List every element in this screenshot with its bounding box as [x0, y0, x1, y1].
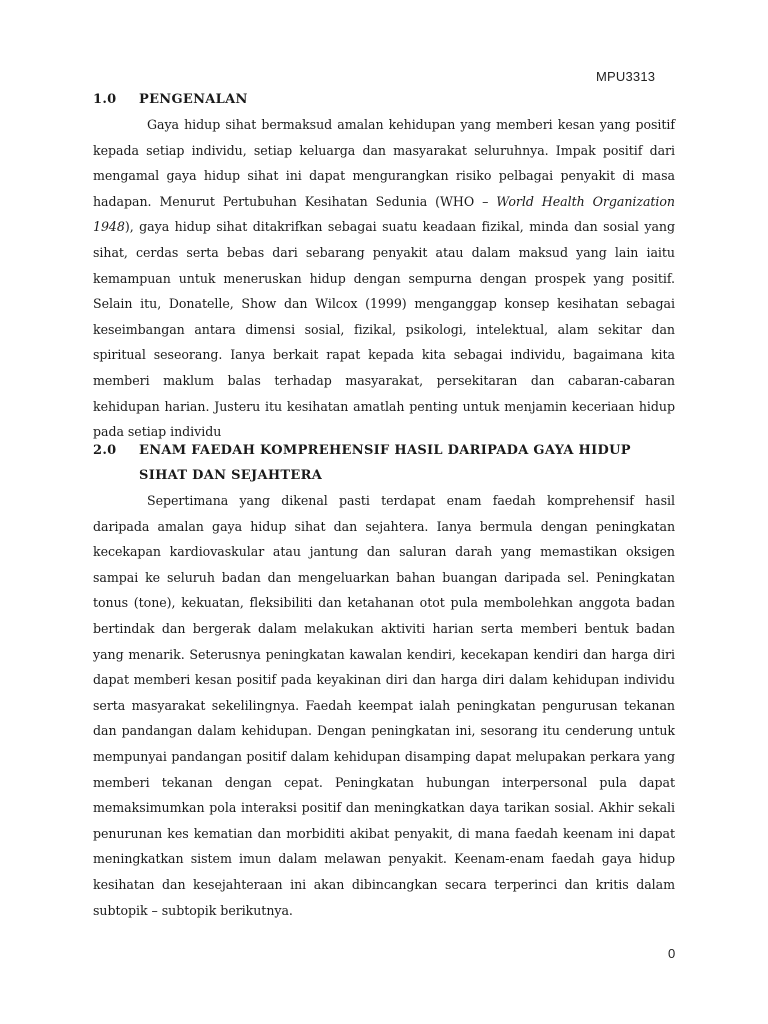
paragraph-text-part2: ), gaya hidup sihat ditakrifkan sebagai suatu keadaan fizikal, minda dan sosial yang sihat, cerdas serta bebas dari sebarang penyakit atau dalam maksud yang lain iaitu kemampuan untuk meneruskan hidup dengan sempurna dengan prospek yang positif. Selain itu, Donatelle, Show dan Wilcox (1999) menganggap konsep kesihatan sebagai keseimbangan antara dimensi sosial, fizikal, psikologi, intelektual, alam sekitar dan spiritual seseorang. Ianya berkait rapat kepada kita sebagai individu, bagaimana kita memberi maklum balas terhadap masyarakat, persekitaran dan cabaran-cabaran kehidupan harian. Justeru itu kesihatan amatlah penting untuk menjamin keceriaan hidup pada setiap individu — [93, 219, 675, 440]
section-title: PENGENALAN — [139, 92, 248, 107]
course-code: MPU3313 — [596, 69, 656, 84]
section-number: 1.0 — [93, 92, 117, 107]
section-introduction — [93, 87, 675, 445]
section-paragraph: Sepertimana yang dikenal pasti terdapat enam faedah komprehensif hasil daripada amalan gaya hidup sihat dan sejahtera. Ianya bermula dengan peningkatan kecekapan kardiovaskular atau jantung dan saluran darah yang memastikan oksigen sampai ke seluruh badan dan mengeluarkan bahan buangan daripada sel. Peningkatan tonus (tone), kekuatan, fleksibiliti dan ketahanan otot pula membolehkan anggota badan bertindak dan bergerak dalam melakukan aktiviti harian serta memberi bentuk badan yang menarik. Seterusnya peningkatan kawalan kendiri, kecekapan kendiri dan harga diri dapat memberi kesan positif pada keyakinan diri dan harga diri dalam kehidupan individu serta masyarakat sekelilingnya. Faedah keempat ialah peningkatan pengurusan tekanan dan pandangan dalam kehidupan. Dengan peningkatan ini, sesorang itu cenderung untuk mempunyai pandangan positif dalam kehidupan disamping dapat melupakan perkara yang memberi tekanan dengan cepat. Peningkatan hubungan interpersonal pula dapat memaksimumkan pola interaksi positif dan meningkatkan daya tarikan sosial. Akhir sekali penurunan kes kematian dan morbiditi akibat penyakit, di mana faedah keenam ini dapat meningkatkan sistem imun dalam melawan penyakit. Keenam-enam faedah gaya hidup kesihatan dan kesejahteraan ini akan dibincangkan secara terperinci dan kritis dalam subtopik – subtopik berikutnya. — [93, 493, 675, 918]
section-title-block — [139, 87, 675, 112]
page-number: 0 — [668, 946, 676, 961]
section-heading — [93, 87, 675, 112]
section-title-block — [139, 438, 675, 488]
paragraph-text-part1: Gaya hidup sihat bermaksud amalan kehidupan yang memberi kesan yang positif kepada setiap individu, setiap keluarga dan masyarakat seluruhnya. Impak positif dari mengamal gaya hidup sihat ini dapat mengurangkan risiko pelbagai penyakit di masa hadapan. Menurut Pertubuhan Kesihatan Sedunia (WHO – — [93, 117, 675, 209]
section-heading — [93, 438, 675, 488]
section-paragraph — [93, 112, 675, 445]
section-title-line1: ENAM FAEDAH KOMPREHENSIF HASIL DARIPADA GAYA HIDUP — [139, 443, 631, 458]
section-number: 2.0 — [93, 443, 117, 458]
section-benefits — [93, 438, 675, 923]
paragraph-italic-text: World Health Organization 1948 — [93, 193, 675, 235]
section-title-line2: SIHAT DAN SEJAHTERA — [139, 468, 323, 483]
